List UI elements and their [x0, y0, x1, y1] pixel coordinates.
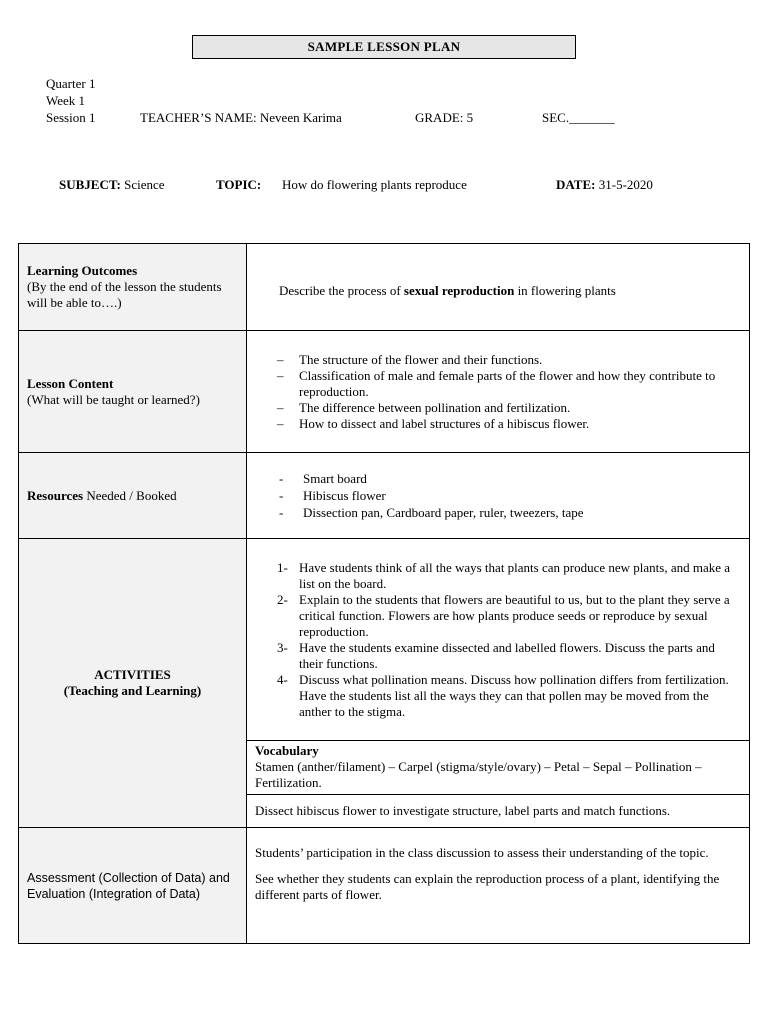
content-item — [277, 368, 725, 400]
list-item-text: Have students think of all the ways that plants can produce new plants, and make a list on the board. — [299, 559, 731, 591]
list-item-text: Classification of male and female parts of the flower and how they contribute to reproduction. — [299, 367, 716, 399]
outcomes-subtitle: (By the end of the lesson the students will be able to….) — [27, 279, 222, 310]
resources-item — [279, 487, 745, 504]
assessment-cell — [247, 828, 750, 944]
lesson-plan-table — [18, 243, 750, 944]
content-item — [277, 400, 725, 416]
list-item-text: How to dissect and label structures of a hibiscus flower. — [299, 415, 590, 431]
list-marker: 2- — [277, 591, 288, 607]
activities-label-cell — [19, 539, 247, 828]
content-label-cell — [19, 331, 247, 453]
resources-item — [279, 504, 745, 521]
session-label: Session 1 — [46, 110, 96, 125]
content-title: Lesson Content — [27, 375, 114, 391]
list-marker: – — [277, 351, 284, 367]
outcomes-row — [19, 244, 750, 331]
activities-row — [19, 539, 750, 741]
resources-title: Resources Needed / Booked — [27, 487, 177, 503]
date-field — [556, 177, 653, 193]
activities-item — [277, 560, 737, 592]
assessment-label-cell — [19, 828, 247, 944]
list-marker: – — [277, 367, 284, 383]
list-item-text: Discuss what pollination means. Discuss how pollination differs from fertilization. Have the students list all the ways they can that pollen may be moved from the anther to the stigma. — [299, 671, 729, 719]
outcomes-cell — [247, 244, 750, 331]
subject-value: Science — [124, 177, 165, 192]
assessment-row — [19, 828, 750, 944]
quarter-label: Quarter 1 — [46, 76, 96, 91]
content-cell — [247, 331, 750, 453]
topic-label: TOPIC: — [216, 177, 262, 192]
teacher-name: TEACHER’S NAME: Neveen Karima — [140, 110, 342, 125]
resources-cell — [247, 453, 750, 539]
list-item-text: Dissection pan, Cardboard paper, ruler, tweezers, tape — [303, 505, 584, 520]
content-row — [19, 331, 750, 453]
list-marker: - — [279, 505, 284, 520]
date-label: DATE: — [556, 177, 596, 192]
content-list — [255, 352, 745, 432]
activities-subtitle: (Teaching and Learning) — [63, 683, 202, 698]
resources-label-cell — [19, 453, 247, 539]
date-value: 31-5-2020 — [598, 177, 653, 192]
outcomes-label-cell — [19, 244, 247, 331]
list-marker: - — [279, 488, 284, 503]
assessment-label: Assessment (Collection of Data) and Evaluation (Integration of Data) — [27, 870, 230, 901]
list-marker: 4- — [277, 671, 288, 687]
list-marker: - — [279, 471, 284, 486]
week-label: Week 1 — [46, 93, 86, 108]
list-item-text: Explain to the students that flowers are beautiful to us, but to the plant they serve a critical function. Flowers are how plants produce seeds or reproduce by sexual reproduction. — [299, 591, 730, 639]
outcomes-title: Learning Outcomes — [27, 263, 138, 278]
list-item-text: Have the students examine dissected and labelled flowers. Discuss the parts and their functions. — [299, 639, 715, 671]
content-item — [277, 416, 725, 432]
list-marker: 1- — [277, 559, 288, 575]
list-marker: – — [277, 415, 284, 431]
resources-list — [255, 470, 745, 521]
page-title: SAMPLE LESSON PLAN — [192, 35, 576, 59]
outcomes-text: Describe the process of sexual reproduction in flowering plants — [279, 283, 616, 298]
activities-item — [277, 592, 737, 640]
list-marker: – — [277, 399, 284, 415]
list-marker: 3- — [277, 639, 288, 655]
assessment-paragraph-2: See whether they students can explain the reproduction process of a plant, identifying the different parts of flower. — [255, 871, 720, 902]
resources-row — [19, 453, 750, 539]
list-item-text: Hibiscus flower — [303, 488, 386, 503]
list-item-text: Smart board — [303, 471, 367, 486]
content-item — [277, 352, 725, 368]
list-item-text: The difference between pollination and fertilization. — [299, 399, 571, 415]
activities-item — [277, 640, 737, 672]
activities-item — [277, 672, 737, 720]
resources-item — [279, 470, 745, 487]
dissect-cell: Dissect hibiscus flower to investigate structure, label parts and match functions. — [247, 795, 750, 828]
activities-cell — [247, 539, 750, 741]
grade-label: GRADE: 5 — [415, 110, 474, 125]
subject-label: SUBJECT: — [59, 177, 121, 192]
vocabulary-text: Stamen (anther/filament) – Carpel (stigma/style/ovary) – Petal – Sepal – Pollination – Fertilization. — [255, 759, 702, 790]
vocabulary-title: Vocabulary — [255, 743, 319, 758]
section-label: SEC._______ — [542, 110, 615, 125]
activities-title: ACTIVITIES — [94, 667, 171, 682]
list-item-text: The structure of the flower and their functions. — [299, 351, 543, 367]
topic-value: How do flowering plants reproduce — [282, 177, 467, 192]
activities-list — [255, 560, 745, 720]
content-subtitle: (What will be taught or learned?) — [27, 391, 200, 407]
assessment-paragraph-1: Students’ participation in the class discussion to assess their understanding of the topic. — [255, 845, 709, 860]
vocabulary-cell — [247, 741, 750, 795]
subject-field — [59, 177, 165, 193]
